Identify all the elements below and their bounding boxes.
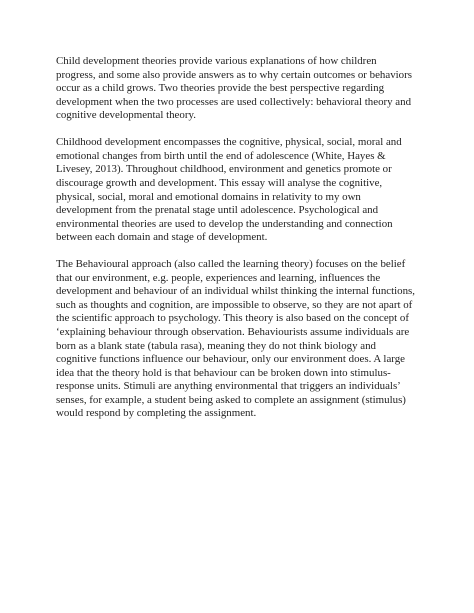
paragraph-behavioural-approach: The Behavioural approach (also called the learning theory) focuses on the belief that our environment, e.g. people, experiences and learning, influences the development and behaviour of an individual whilst thinking the internal functions, such as thoughts and cognition, are impossible to observe, so they are not apart of the scientific approach to psychology. This theory is also based on the concept of ‘explaining behaviour through observation. Behaviourists assume individuals are born as a blank state (tabula rasa), meaning they do not think biology and cognitive functions influence our behaviour, only our environment does. A large idea that the theory hold is that behaviour can be broken down into stimulus-response units. Stimuli are anything environmental that triggers an individuals’ senses, for example, a student being asked to complete an assignment (stimulus) would respond by completing the assignment. — [56, 258, 416, 420]
paragraph-intro: Child development theories provide various explanations of how children progress, and some also provide answers as to why certain outcomes or behaviors occur as a child grows. Two theories provide the best perspective regarding development when the two processes are used collectively: behavioral theory and cognitive developmental theory. — [56, 55, 412, 122]
paragraph-childhood-development: Childhood development encompasses the cognitive, physical, social, moral and emotional changes from birth until the end of adolescence (White, Hayes & Livesey, 2013). Throughout childhood, environment and genetics promote or discourage growth and development. This essay will analyse the cognitive, physical, social, moral and emotional domains in relativity to my own development from the prenatal stage until adolescence. Psychological and environmental theories are used to develop the understanding and connection between each domain and stage of development. — [56, 136, 402, 244]
document-body — [56, 55, 418, 434]
